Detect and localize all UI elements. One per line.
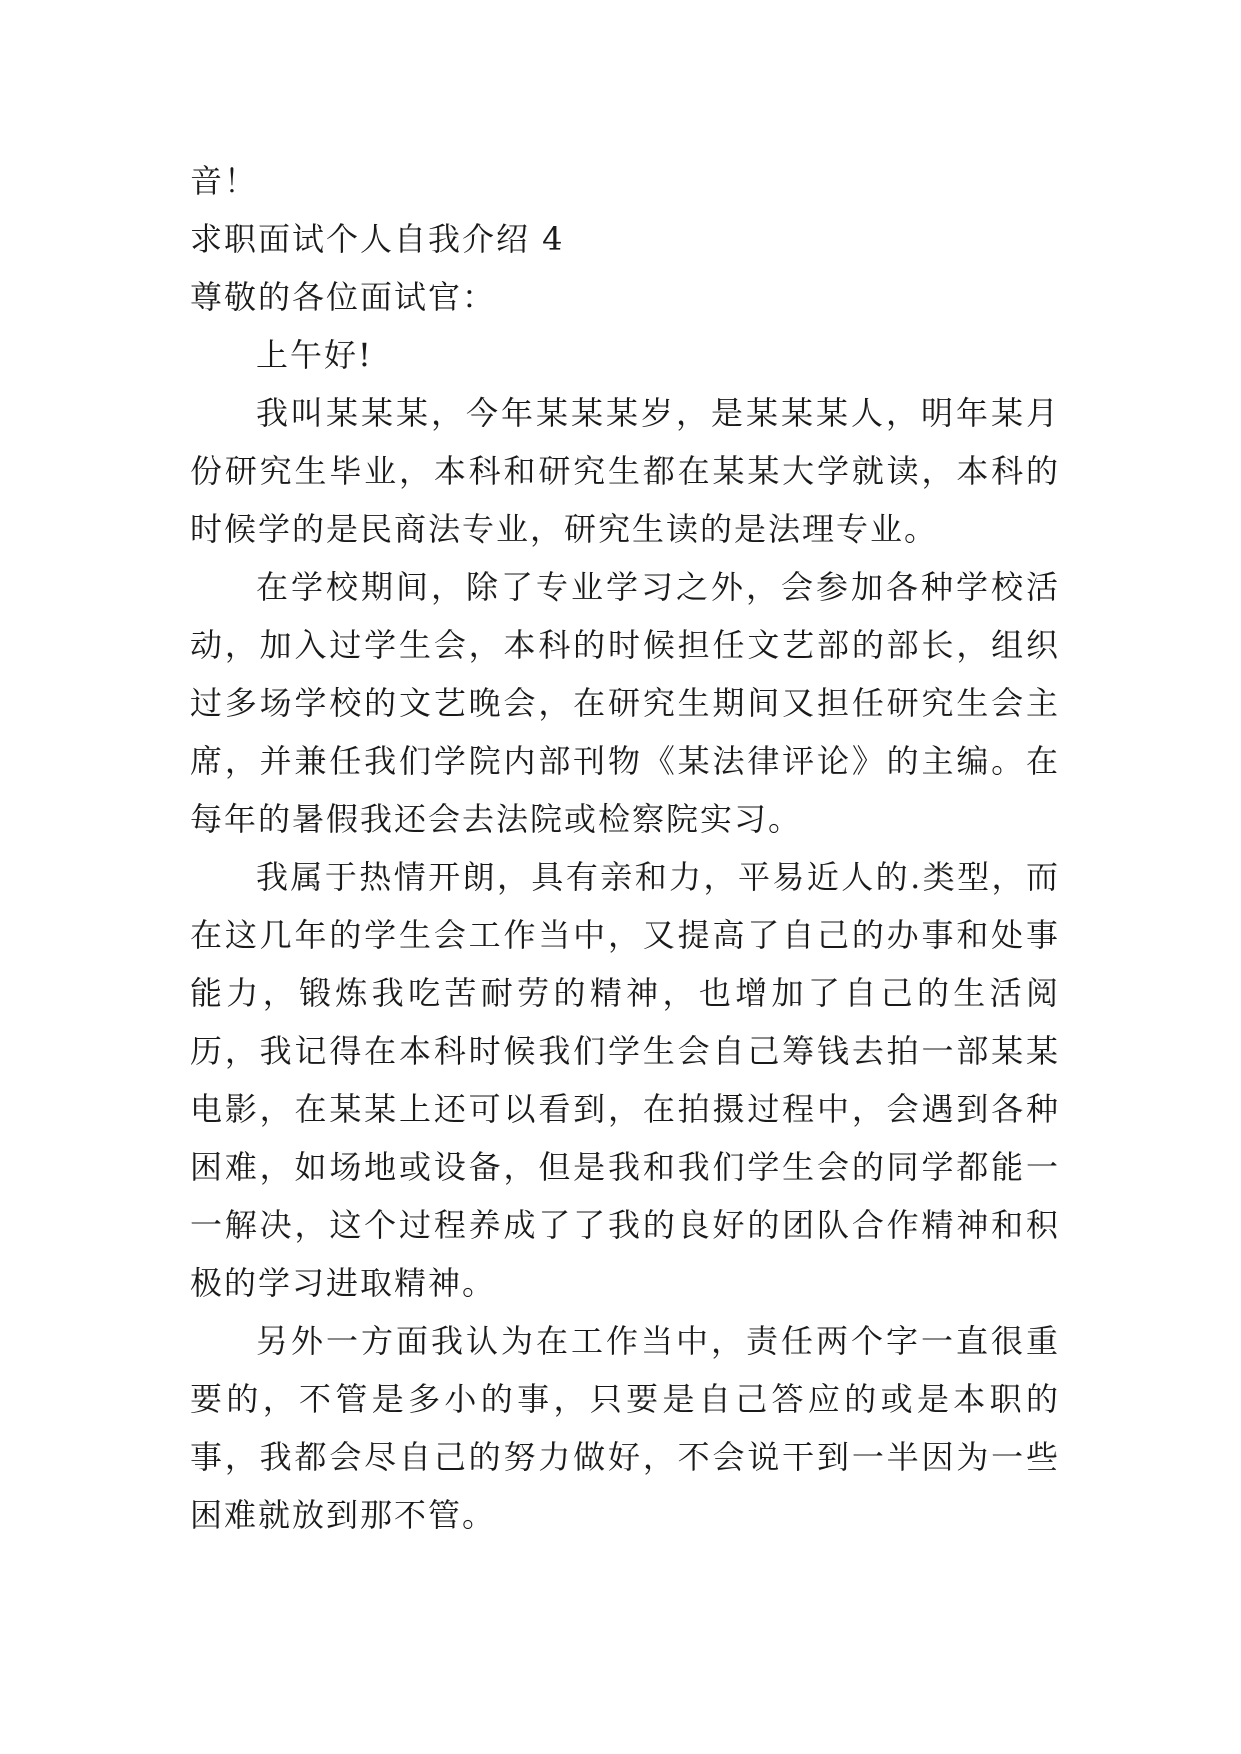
salutation: 尊敬的各位面试官： (190, 278, 497, 316)
text-line-continuation: 音！ (190, 162, 259, 200)
intro-paragraph: 我叫某某某，今年某某某岁，是某某某人，明年某月份研究生毕业，本科和研究生都在某某大学就读，本科的时候学的是民商法专业，研究生读的是法理专业。 (190, 394, 1060, 548)
greeting-paragraph: 上午好! (256, 336, 373, 374)
personality-paragraph: 我属于热情开朗，具有亲和力，平易近人的.类型，而在这几年的学生会工作当中，又提高了自己的办事和处事能力，锻炼我吃苦耐劳的精神，也增加了自己的生活阅历，我记得在本科时候我们学生会自己筹钱去拍一部某某电影，在某某上还可以看到，在拍摄过程中，会遇到各种困难，如场地或设备，但是我和我们学生会的同学都能一一解决，这个过程养成了了我的良好的团队合作精神和积极的学习进取精神。 (190, 858, 1060, 1302)
document-page (190, 152, 1060, 1544)
responsibility-paragraph: 另外一方面我认为在工作当中，责任两个字一直很重要的，不管是多小的事，只要是自己答应的或是本职的事，我都会尽自己的努力做好，不会说干到一半因为一些困难就放到那不管。 (190, 1322, 1060, 1534)
school-activities-paragraph: 在学校期间，除了专业学习之外，会参加各种学校活动，加入过学生会，本科的时候担任文艺部的部长，组织过多场学校的文艺晚会，在研究生期间又担任研究生会主席，并兼任我们学院内部刊物《某法律评论》的主编。在每年的暑假我还会去法院或检察院实习。 (190, 568, 1060, 838)
section-title: 求职面试个人自我介绍 4 (190, 220, 565, 258)
